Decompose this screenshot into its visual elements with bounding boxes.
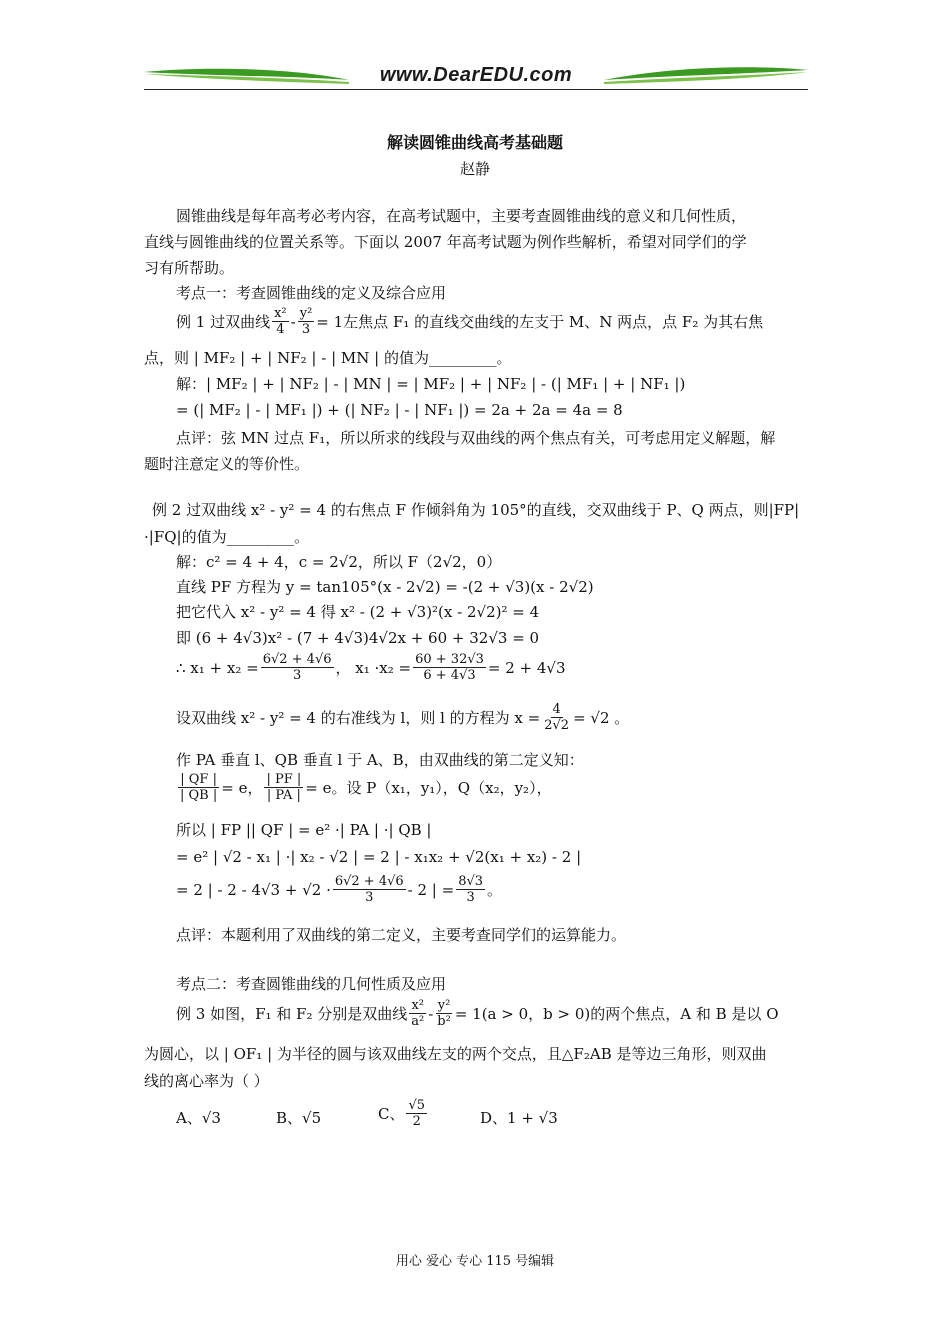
- fraction-final-sum: $\frac{6√2 + 4√6}{3}$: [334, 874, 404, 905]
- solution-2-sum-product: ∴ x₁ + x₂ = $\frac{6√2 + 4√6}{3}$ ， x₁ ·x₂ = $\frac{60 + 32√3}{6 + 4√3}$ = 2 + 4√3: [176, 652, 566, 683]
- fraction-directrix: $\frac{4}{2√2}$: [544, 702, 570, 733]
- fraction-x2-over-4: $\frac{\text{x²}}{4}$: [274, 306, 287, 337]
- option-a[interactable]: A、√3: [176, 1109, 221, 1127]
- example-1-text: 左焦点 F₁ 的直线交曲线的左支于 M、N 两点，点 F₂ 为其右焦: [343, 312, 764, 331]
- fraction-pf-pa: $\frac{| PF |}{| PA |}$: [266, 772, 302, 803]
- section-1-heading: 考点一：考查圆锥曲线的定义及综合应用: [176, 284, 447, 302]
- fraction-sqrt5-over-2: $\frac{√5}{2}$: [408, 1098, 426, 1129]
- page-footer: 用心 爱心 专心 115 号编辑: [395, 1254, 555, 1269]
- section-2-heading: 考点二：考查圆锥曲线的几何性质及应用: [176, 975, 447, 993]
- intro-line-2: 直线与圆锥曲线的位置关系等。下面以 2007 年高考试题为例作些解析，希望对同学们的学: [144, 233, 747, 251]
- example-3-line-1: 例 3 如图，F₁ 和 F₂ 分别是双曲线 $\frac{\text{x²}}{\text{a²}}$ - $\frac{\text{y²}}{\text{b²}}$ = 1(a > 0，b > 0) 的两个焦点，A 和 B 是以 O: [176, 998, 779, 1029]
- solution-2-directrix: 设双曲线 x² - y² = 4 的右准线为 l ，则 l 的方程为 x = $\frac{4}{2√2}$ = √2 。: [176, 702, 630, 733]
- example-3-line-2: 为圆心，以 | OF₁ | 为半径的圆与该双曲线左支的两个交点，且△F₂AB 是等边三角形，则双曲: [144, 1045, 767, 1063]
- example-2-line-2: ·|FQ|的值为_________。: [144, 528, 310, 546]
- solution-2-line-4: 即 (6 + 4√3)x² - (7 + 4√3)4√2x + 60 + 32√3 = 0: [176, 629, 540, 647]
- solution-2-line-1: 解：c² = 4 + 4，c = 2√2，所以 F（2√2，0）: [176, 553, 502, 571]
- option-b[interactable]: B、√5: [276, 1109, 322, 1127]
- solution-1-line-2: = (| MF₂ | - | MF₁ |) + (| NF₂ | - | NF₁ |) = 2a + 2a = 4a = 8: [176, 401, 623, 419]
- solution-2-line-10: = e² | √2 - x₁ | ·| x₂ - √2 | = 2 | - x₁x₂ + √2(x₁ + x₂) - 2 |: [176, 848, 582, 866]
- comment-1-line-1: 点评：弦 MN 过点 F₁，所以所求的线段与双曲线的两个焦点有关，可考虑用定义解题，解: [176, 429, 776, 447]
- fraction-x2-over-a2: $\frac{\text{x²}}{\text{a²}}$: [411, 998, 425, 1029]
- fraction-product: $\frac{60 + 32√3}{6 + 4√3}$: [415, 652, 484, 683]
- solution-2-line-9: 所以 | FP || QF | = e² ·| PA | ·| QB |: [176, 821, 432, 839]
- example-3-line-3: 线的离心率为（ ）: [144, 1072, 269, 1090]
- fraction-final-result: $\frac{8√3}{3}$: [458, 874, 484, 905]
- solution-2-line-3: 把它代入 x² - y² = 4 得 x² - (2 + √3)²(x - 2√2)² = 4: [176, 603, 540, 621]
- solution-1-line-1: 解：| MF₂ | + | NF₂ | - | MN | = | MF₂ | + | NF₂ | - (| MF₁ | + | NF₁ |): [176, 375, 686, 393]
- fraction-sum: $\frac{6√2 + 4√6}{3}$: [262, 652, 332, 683]
- example-1-line-1: 例 1 过双曲线 $\frac{\text{x²}}{4}$ - $\frac{\text{y²}}{3}$ = 1 左焦点 F₁ 的直线交曲线的左支于 M、N 两点，点 F₂ 为其右焦: [176, 306, 764, 337]
- document-title: 解读圆锥曲线高考基础题: [386, 133, 563, 152]
- option-c[interactable]: C、 $\frac{√5}{2}$: [378, 1098, 426, 1129]
- comment-2: 点评：本题利用了双曲线的第二定义，主要考查同学们的运算能力。: [176, 926, 627, 944]
- fraction-y2-over-3: $\frac{\text{y²}}{3}$: [299, 306, 313, 337]
- solution-2-final: = 2 | - 2 - 4√3 + √2 · $\frac{6√2 + 4√6}{3}$ - 2 | = $\frac{8√3}{3}$ 。: [176, 874, 503, 905]
- solution-2-line-2: 直线 PF 方程为 y = tan105°(x - 2√2) = -(2 + √3)(x - 2√2): [176, 578, 594, 596]
- intro-line-3: 习有所帮助。: [144, 259, 235, 277]
- example-1-prefix: 例 1 过双曲线: [176, 312, 271, 331]
- fraction-y2-over-b2: $\frac{\text{y²}}{\text{b²}}$: [437, 998, 451, 1029]
- example-2-line-1: 例 2 过双曲线 x² - y² = 4 的右焦点 F 作倾斜角为 105°的直线，交双曲线于 P、Q 两点，则|FP|: [152, 501, 800, 519]
- example-1-line-2: 点，则 | MF₂ | + | NF₂ | - | MN | 的值为_________。: [144, 349, 512, 367]
- solution-2-eccentricity: $\frac{| QF |}{| QB |}$ = e， $\frac{| PF |}{| PA |}$ = e 。设 P（x₁，y₁），Q（x₂，y₂），: [180, 772, 552, 803]
- comment-1-line-2: 题时注意定义的等价性。: [144, 455, 310, 473]
- document-author: 赵静: [459, 160, 490, 178]
- solution-2-line-7: 作 PA 垂直 l、QB 垂直 l 于 A、B，由双曲线的第二定义知：: [176, 751, 584, 769]
- option-d[interactable]: D、1 + √3: [480, 1109, 558, 1127]
- site-logo[interactable]: www.DearEDU.com: [379, 64, 573, 86]
- fraction-qf-qb: $\frac{| QF |}{| QB |}$: [180, 772, 218, 803]
- header-rule: [144, 89, 808, 90]
- intro-line-1: 圆锥曲线是每年高考必考内容，在高考试题中，主要考查圆锥曲线的意义和几何性质，: [176, 207, 747, 225]
